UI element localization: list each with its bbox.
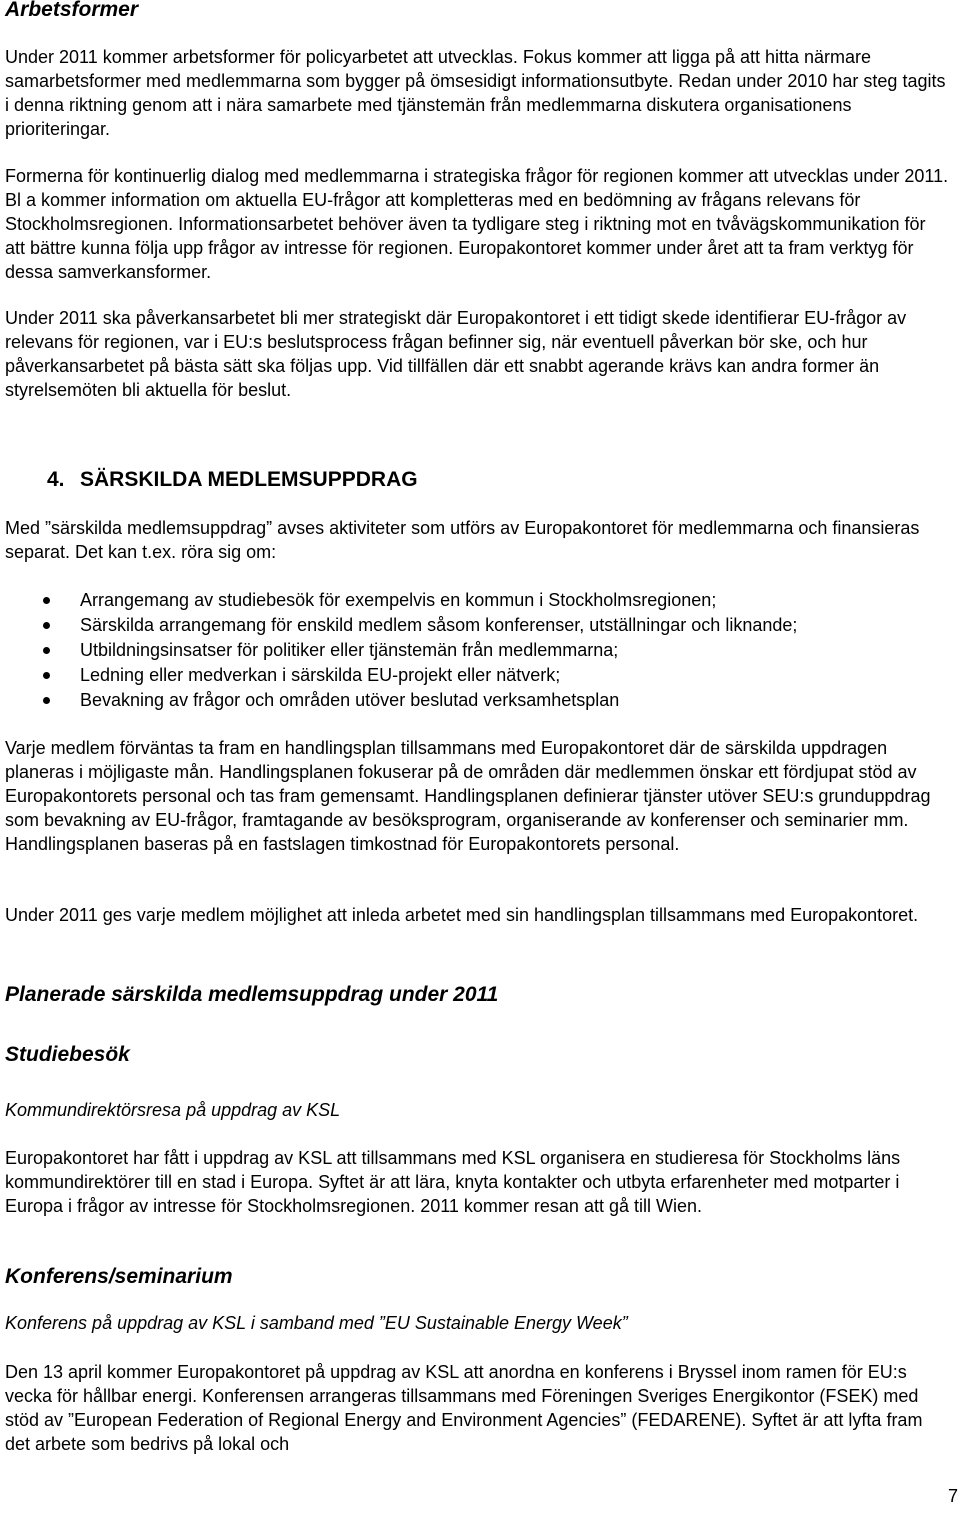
section-heading-4: [47, 468, 418, 492]
bullet-icon: [43, 622, 50, 629]
paragraph-medlemsuppdrag-intro: Med ”särskilda medlemsuppdrag” avses aktiviteter som utförs av Europakontoret för medlemmarna och finansieras separat. Det kan t.ex. röra sig om:: [5, 518, 920, 562]
list-item: Särskilda arrangemang för enskild medlem såsom konferenser, utställningar och liknande;: [5, 613, 955, 638]
paragraph-arbetsformer-2: Formerna för kontinuerlig dialog med medlemmarna i strategiska frågor för regionen kommer att utvecklas under 2011. Bl a kommer information om aktuella EU-frågor att kompletteras med en bedömning av frågans relevans för Stockholmsregionen. Informationsarbetet behöver även ta tydligare steg i riktning mot en tvåvägskommunikation för att bättre kunna följa upp frågor av intresse för regionen. Europakontoret kommer under året att ta fram verktyg för dessa samverkansformer.: [5, 166, 949, 282]
subheading-konferens-ksl: Konferens på uppdrag av KSL i samband med ”EU Sustainable Energy Week”: [5, 1313, 628, 1333]
paragraph-studieresa: Europakontoret har fått i uppdrag av KSL att tillsammans med KSL organisera en studieresa för Stockholms läns kommundirektörer till en stad i Europa. Syftet är att lära, knyta kontakter och utbyta erfarenheter med motparter i Europa i frågor av intresse för Stockholmsregionen. 2011 kommer resan att gå till Wien.: [5, 1148, 901, 1216]
bullet-icon: [43, 672, 50, 679]
page-number: 7: [947, 1486, 958, 1506]
bullet-icon: [43, 697, 50, 704]
list-item: Arrangemang av studiebesök för exempelvis en kommun i Stockholmsregionen;: [5, 588, 955, 613]
bullet-icon: [43, 597, 50, 604]
bullet-icon: [43, 647, 50, 654]
paragraph-handlingsplan-2011: Under 2011 ges varje medlem möjlighet att inleda arbetet med sin handlingsplan tillsammans med Europakontoret.: [5, 905, 919, 925]
paragraph-konferens: Den 13 april kommer Europakontoret på uppdrag av KSL att anordna en konferens i Bryssel inom ramen för EU:s vecka för hållbar energi. Konferensen arrangeras tillsammans med Föreningen Sveriges Energikontor (FSEK) med stöd av ”European Federation of Regional Energy and Environment Agencies” (FEDARENE). Syftet är att lyfta fram det arbete som bedrivs på lokal och: [5, 1362, 923, 1454]
section-number: 4.: [47, 468, 65, 491]
heading-konferens: Konferens/seminarium: [5, 1265, 233, 1288]
paragraph-arbetsformer-1: Under 2011 kommer arbetsformer för policyarbetet att utvecklas. Fokus kommer att ligga på att hitta närmare samarbetsformer med medlemmarna som bygger på ömsesidigt informationsutbyte. Redan under 2010 har steg tagits i denna riktning genom att i nära samarbete med tjänstemän från medlemmarna diskutera organisationens prioriteringar.: [5, 47, 946, 139]
paragraph-handlingsplan: Varje medlem förväntas ta fram en handlingsplan tillsammans med Europakontoret där de särskilda uppdragen planeras i möjligaste mån. Handlingsplanen fokuserar på de områden där medlemmen önskar ett fördjupat stöd av Europakontorets personal och tas fram gemensamt. Handlingsplanen definierar tjänster utöver SEU:s grunduppdrag som bevakning av EU-frågor, framtagande av besöksprogram, organiserande av konferenser och seminarier mm. Handlingsplanen baseras på en fastslagen timkostnad för Europakontorets personal.: [5, 738, 931, 854]
list-item: Bevakning av frågor och områden utöver beslutad verksamhetsplan: [5, 688, 955, 713]
heading-arbetsformer: Arbetsformer: [5, 0, 139, 21]
heading-planerade-uppdrag: Planerade särskilda medlemsuppdrag under 2011: [5, 983, 499, 1006]
list-item: Utbildningsinsatser för politiker eller tjänstemän från medlemmarna;: [5, 638, 955, 663]
heading-studiebesok: Studiebesök: [5, 1043, 130, 1066]
paragraph-arbetsformer-3: Under 2011 ska påverkansarbetet bli mer strategiskt där Europakontoret i ett tidigt skede identifierar EU-frågor av relevans för regionen, var i EU:s beslutsprocess frågan befinner sig, när eventuell påverkan bör ske, och hur påverkansarbetet på bästa sätt ska följas upp. Vid tillfällen där ett snabbt agerande krävs kan andra former än styrelsemöten bli aktuella för beslut.: [5, 308, 907, 400]
list-item: Ledning eller medverkan i särskilda EU-projekt eller nätverk;: [5, 663, 955, 688]
subheading-kommundirektorsresa: Kommundirektörsresa på uppdrag av KSL: [5, 1100, 341, 1120]
section-title: SÄRSKILDA MEDLEMSUPPDRAG: [80, 468, 418, 491]
bullet-list: [5, 588, 955, 713]
